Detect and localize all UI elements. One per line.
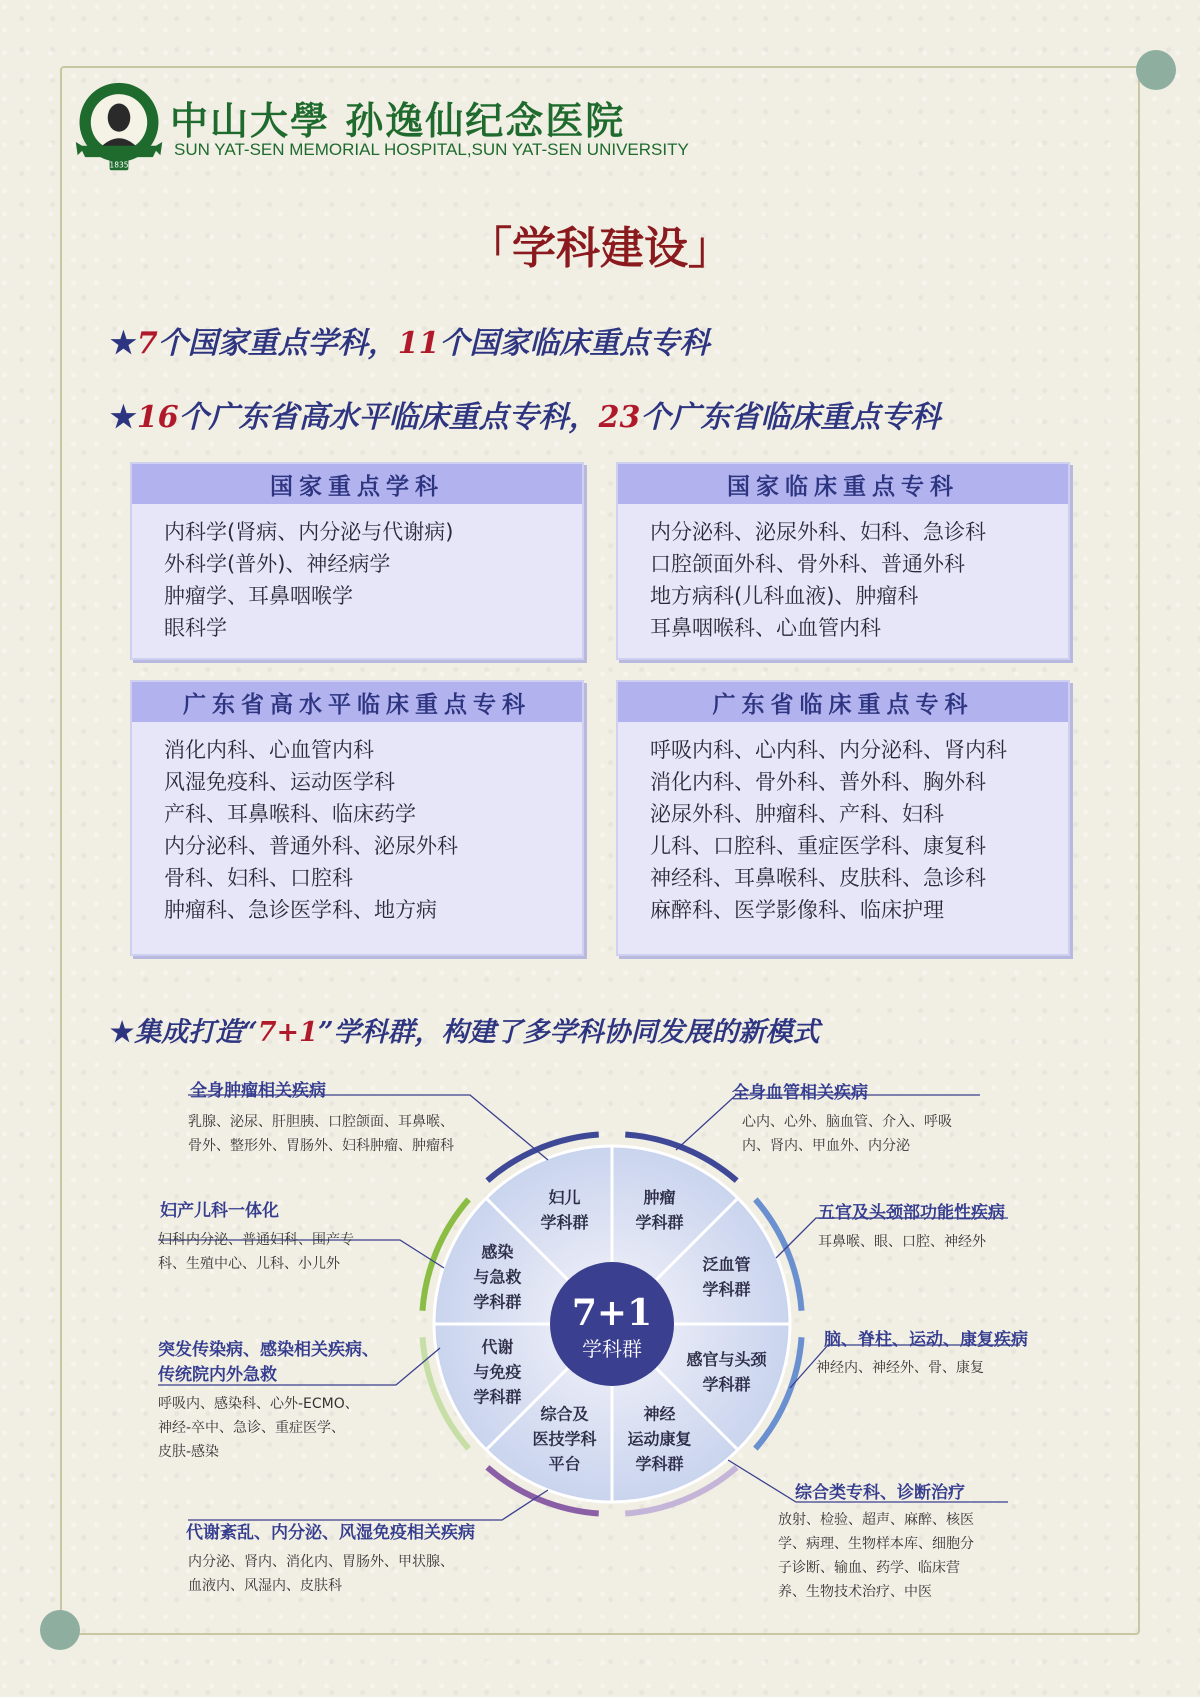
box-item: 内科学(肾病、内分泌与代谢病): [164, 520, 454, 544]
box-item: 眼科学: [164, 616, 227, 640]
wheel-segment-label-line: 代谢: [481, 1337, 514, 1357]
wheel-center-number: 7+1: [571, 1292, 653, 1334]
annotation-title: 全身肿瘤相关疾病: [190, 1081, 326, 1101]
wheel-segment-label-line: 学科群: [473, 1292, 522, 1312]
box-item: 呼吸内科、心内科、内分泌科、肾内科: [650, 738, 1007, 762]
annotation-line: 耳鼻喉、眼、口腔、神经外: [818, 1234, 986, 1250]
wheel-segment-label-line: 学科群: [635, 1212, 684, 1232]
annotation-line: 皮肤-感染: [158, 1444, 220, 1460]
highlight-number: 11: [397, 326, 440, 361]
annotation-title-line: 传统院内外急救: [158, 1365, 277, 1385]
wheel-segment-label-line: 学科群: [540, 1212, 589, 1232]
box-item: 耳鼻咽喉科、心血管内科: [650, 616, 881, 640]
annotation-body: [818, 1230, 986, 1254]
highlight-text: 个国家临床重点专科: [439, 326, 710, 361]
wheel-segment-label-line: 感官与头颈: [686, 1349, 767, 1369]
box-item: 骨科、妇科、口腔科: [164, 866, 353, 890]
annotation-line: 骨外、整形外、胃肠外、妇科肿瘤、肿瘤科: [188, 1138, 454, 1154]
highlight-number: 23: [598, 400, 641, 435]
annotation-body: [188, 1110, 454, 1158]
hospital-name-cn: 中山大學 孙逸仙纪念医院: [170, 98, 626, 143]
annotation-body: [188, 1550, 454, 1598]
box-title: 国家临床重点专科: [618, 464, 1068, 504]
wheel-segment-label-line: 学科群: [635, 1454, 684, 1474]
annotation-body: [778, 1508, 974, 1604]
wheel-segment-label-line: 与免疫: [473, 1362, 522, 1382]
box-item: 神经科、耳鼻喉科、皮肤科、急诊科: [650, 866, 986, 890]
wheel-segment-label-line: 综合及: [540, 1404, 589, 1424]
section-heading-number: 7+1: [257, 1017, 318, 1048]
highlight-text: 个广东省临床重点专科: [640, 400, 941, 435]
annotation-line: 科、生殖中心、儿科、小儿外: [158, 1256, 340, 1272]
annotation-line: 内分泌、肾内、消化内、胃肠外、甲状腺、: [188, 1554, 454, 1570]
annotation-title: 脑、脊柱、运动、康复疾病: [824, 1330, 1028, 1350]
annotation-line: 神经内、神经外、骨、康复: [816, 1360, 984, 1376]
highlight-number: 7: [136, 326, 158, 361]
annotation-line: 妇科内分泌、普通妇科、围产专: [158, 1232, 354, 1248]
annotation-title: 妇产儿科一体化: [160, 1201, 279, 1221]
wheel-segment-label-line: 与急救: [473, 1267, 522, 1287]
box-item: 泌尿外科、肿瘤科、产科、妇科: [650, 802, 944, 826]
box-title: 广东省高水平临床重点专科: [132, 682, 582, 722]
wheel-segment-label-line: 医技学科: [532, 1429, 597, 1449]
highlight-number: 16: [136, 400, 179, 435]
box-item: 肿瘤学、耳鼻咽喉学: [164, 584, 353, 608]
highlight-text: 个国家重点学科，: [157, 326, 398, 361]
annotation-line: 子诊断、输血、药学、临床营: [778, 1560, 960, 1576]
wheel-segment-label-line: 学科群: [473, 1387, 522, 1407]
wheel-segment-label-line: 平台: [548, 1454, 581, 1474]
hospital-name-en: SUN YAT-SEN MEMORIAL HOSPITAL,SUN YAT-SEN UNIVERSITY: [174, 140, 689, 159]
highlight-text: 个广东省高水平临床重点专科，: [178, 400, 599, 435]
box-item: 地方病科(儿科血液)、肿瘤科: [650, 584, 919, 608]
logo-year: 1835: [109, 160, 129, 170]
box-item: 消化内科、心血管内科: [164, 738, 374, 762]
annotation-line: 呼吸内、感染科、心外-ECMO、: [158, 1396, 359, 1412]
annotation-title: 五官及头颈部功能性疾病: [818, 1203, 1005, 1223]
wheel-segment-label-line: 神经: [643, 1404, 676, 1424]
box-item: 风湿免疫科、运动医学科: [164, 770, 395, 794]
annotation-line: 血液内、风湿内、皮肤科: [188, 1578, 342, 1594]
annotation-title: 全身血管相关疾病: [732, 1083, 868, 1103]
annotation-line: 放射、检验、超声、麻醉、核医: [778, 1512, 974, 1528]
box-item: 产科、耳鼻喉科、临床药学: [164, 802, 416, 826]
annotation-body: [816, 1356, 984, 1380]
wheel-segment-label-line: 感染: [481, 1242, 514, 1262]
wheel-segment-label-line: 学科群: [702, 1374, 751, 1394]
annotation-title: 代谢紊乱、内分泌、风湿免疫相关疾病: [186, 1523, 475, 1543]
box-title: 广东省临床重点专科: [618, 682, 1068, 722]
box-item: 口腔颌面外科、骨外科、普通外科: [650, 552, 965, 576]
box-title: 国家重点学科: [132, 464, 582, 504]
annotation-title: 综合类专科、诊断治疗: [795, 1483, 965, 1503]
annotation-line: 乳腺、泌尿、肝胆胰、口腔颌面、耳鼻喉、: [188, 1114, 454, 1130]
annotation-body: [158, 1228, 354, 1276]
section-heading-text: 集成打造“: [134, 1017, 258, 1048]
box-item: 肿瘤科、急诊医学科、地方病: [164, 898, 437, 922]
box-item: 消化内科、骨外科、普外科、胸外科: [650, 770, 986, 794]
box-item: 外科学(普外)、神经病学: [164, 552, 391, 576]
star-icon: ★: [110, 1017, 135, 1048]
annotation-line: 学、病理、生物样本库、细胞分: [778, 1536, 974, 1552]
wheel-segment-label-line: 泛血管: [702, 1255, 751, 1275]
annotation-line: 养、生物技术治疗、中医: [778, 1584, 932, 1600]
section-heading-text: ”学科群，构建了多学科协同发展的新模式: [317, 1017, 820, 1048]
annotation-body: [158, 1392, 359, 1464]
annotation-line: 神经-卒中、急诊、重症医学、: [158, 1420, 346, 1436]
wheel-segment-label-line: 妇儿: [548, 1187, 581, 1207]
annotation-line: 内、肾内、甲血外、内分泌: [742, 1138, 910, 1154]
wheel-segment-label-line: 肿瘤: [643, 1187, 676, 1207]
wheel-segment-label-line: 运动康复: [627, 1429, 692, 1449]
annotation-title: [158, 1338, 379, 1388]
box-item: 儿科、口腔科、重症医学科、康复科: [650, 834, 986, 858]
annotation-title-line: 突发传染病、感染相关疾病、: [158, 1340, 379, 1360]
star-icon: ★: [110, 326, 137, 361]
annotation-body: [742, 1110, 952, 1158]
box-item: 内分泌科、泌尿外科、妇科、急诊科: [650, 520, 986, 544]
wheel-segment-label-line: 学科群: [702, 1280, 751, 1300]
wheel-center-label: 学科群: [582, 1337, 642, 1361]
box-item: 内分泌科、普通外科、泌尿外科: [164, 834, 458, 858]
page-title: 「学科建设」: [468, 223, 732, 274]
annotation-line: 心内、心外、脑血管、介入、呼吸: [742, 1114, 952, 1130]
star-icon: ★: [110, 400, 137, 435]
box-item: 麻醉科、医学影像科、临床护理: [650, 898, 944, 922]
